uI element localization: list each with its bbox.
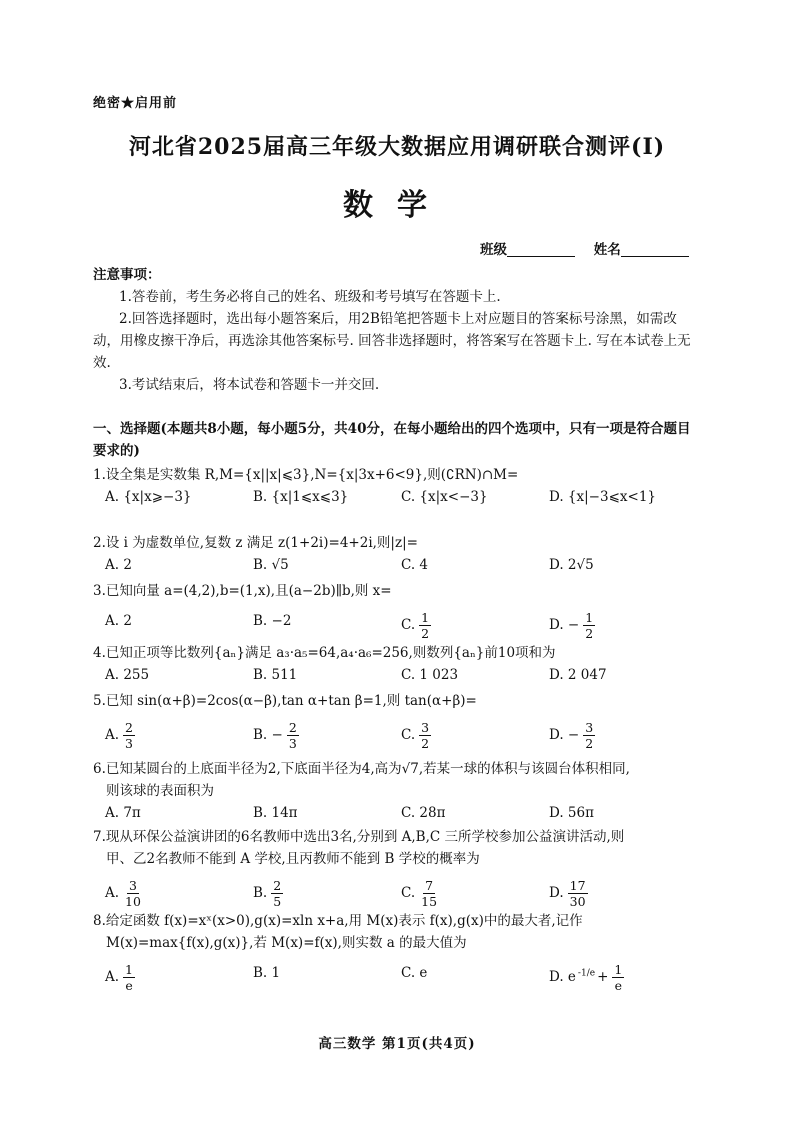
option-a[interactable] — [105, 962, 137, 993]
plus-sign: + — [597, 969, 609, 985]
question-stem: 8.给定函数 f(x)=xˣ(x>0),g(x)=xln x+a,用 M(x)表示 f(x),g(x)中的最大者,记作 — [93, 913, 583, 929]
page-footer: 高三数学 第1页(共4页) — [318, 1036, 476, 1052]
option-row — [93, 958, 703, 998]
option-c[interactable] — [401, 720, 433, 751]
option-d[interactable] — [549, 610, 597, 641]
fraction-numerator: 1 — [125, 962, 133, 977]
option-text: D. e — [549, 969, 576, 985]
exponent: -1/e — [577, 968, 596, 979]
fraction-numerator: 2 — [125, 720, 133, 735]
question-3 — [93, 580, 703, 646]
option-text: B. {x|1⩽x⩽3} — [253, 489, 349, 505]
note-item: 2.回答选择题时，选出每小题答案后，用2B铅笔把答题卡上对应题目的答案标号涂黑，如需改动，用橡皮擦干净后，再选涂其他答案标号. 回答非选择题时，将答案写在答题卡上. 写在本试卷上无效. — [93, 311, 691, 371]
option-text: A. 2 — [105, 557, 132, 573]
option-a[interactable] — [105, 610, 134, 632]
fraction — [123, 962, 135, 993]
class-label: 班级 — [480, 242, 507, 258]
fraction — [123, 720, 135, 751]
option-text: C. {x|x<−3} — [401, 489, 488, 505]
option-d[interactable] — [549, 486, 658, 508]
option-a[interactable] — [105, 664, 151, 686]
question-6 — [93, 758, 703, 824]
fraction — [419, 610, 431, 641]
notes-block — [93, 264, 699, 396]
fraction-numerator: 3 — [129, 878, 137, 893]
option-text: A. 7π — [105, 805, 141, 821]
option-text: C. — [401, 885, 416, 901]
note-item: 1.答卷前，考生务必将自己的姓名、班级和考号填写在答题卡上. — [119, 289, 501, 305]
fraction-denominator: 3 — [125, 736, 133, 751]
option-row — [93, 486, 703, 508]
fraction-numerator: 3 — [421, 720, 430, 735]
question-stem: 则该球的表面积为 — [106, 783, 214, 799]
fraction-denominator: 2 — [585, 626, 594, 641]
fraction-denominator: e — [614, 978, 623, 993]
fraction-numerator: 1 — [421, 610, 430, 625]
question-stem: 甲、乙2名教师不能到 A 学校,且丙教师不能到 B 学校的概率为 — [106, 851, 480, 867]
option-b[interactable] — [253, 720, 301, 751]
option-c[interactable] — [401, 486, 490, 508]
option-text: B. √5 — [253, 557, 289, 573]
option-b[interactable] — [253, 554, 291, 576]
option-text: D. — [549, 885, 564, 901]
option-c[interactable] — [401, 962, 429, 984]
option-a[interactable] — [105, 554, 134, 576]
fraction-numerator: 2 — [273, 878, 282, 893]
option-row — [93, 664, 703, 686]
option-b[interactable] — [253, 962, 282, 984]
option-text: A. — [105, 969, 120, 985]
option-text: B. −2 — [253, 613, 292, 629]
fraction-numerator: 1 — [614, 962, 623, 977]
fraction-denominator: 3 — [288, 736, 297, 751]
option-text: B. − — [253, 727, 283, 743]
option-text: C. 1 023 — [401, 667, 459, 683]
fraction-denominator: e — [125, 978, 133, 993]
option-text: D. − — [549, 727, 580, 743]
option-text: A. {x|x⩾−3} — [105, 489, 192, 505]
option-a[interactable] — [105, 720, 137, 751]
option-d[interactable] — [549, 664, 609, 686]
option-b[interactable] — [253, 610, 293, 632]
fraction — [123, 878, 143, 909]
confidential-label: 绝密★启用前 — [93, 96, 178, 111]
question-stem: M(x)=max{f(x),g(x)},若 M(x)=f(x),则实数 a 的最大值为 — [106, 935, 467, 951]
fraction-numerator: 2 — [288, 720, 297, 735]
option-text: A. 255 — [105, 667, 150, 683]
question-stem: 7.现从环保公益演讲团的6名教师中选出3名,分别到 A,B,C 三所学校参加公益演讲活动,则 — [93, 829, 625, 845]
question-5 — [93, 690, 703, 756]
fraction-denominator: 5 — [273, 894, 282, 909]
subject-title: 数学 — [343, 188, 451, 223]
option-row — [93, 802, 703, 824]
question-4 — [93, 642, 703, 686]
fraction — [583, 610, 595, 641]
fraction — [271, 878, 283, 909]
option-row — [93, 554, 703, 576]
fraction-denominator: 10 — [125, 894, 141, 909]
question-stem: 4.已知正项等比数列{aₙ}满足 a₃·a₅=64,a₄·a₆=256,则数列{aₙ}前10项和为 — [93, 645, 556, 661]
question-2 — [93, 532, 703, 576]
option-d[interactable] — [549, 554, 596, 576]
class-blank — [507, 242, 575, 257]
question-stem: 2.设 i 为虚数单位,复数 z 满足 z(1+2i)=4+2i,则|z|= — [93, 535, 418, 551]
option-d[interactable] — [549, 878, 590, 909]
fraction-numerator: 3 — [585, 720, 594, 735]
option-a[interactable] — [105, 802, 143, 824]
notes-heading: 注意事项： — [93, 267, 161, 283]
question-stem: 5.已知 sin(α+β)=2cos(α−β),tan α+tan β=1,则 tan(α+β)= — [93, 693, 477, 709]
option-text: B. — [253, 885, 268, 901]
note-item: 3.考试结束后，将本试卷和答题卡一并交回. — [119, 377, 380, 393]
fraction — [419, 720, 431, 751]
option-text: A. — [105, 885, 120, 901]
option-row — [93, 874, 703, 914]
option-c[interactable] — [401, 610, 433, 641]
option-c[interactable] — [401, 554, 430, 576]
question-stem: 1.设全集是实数集 R,M={x||x|⩽3},N={x|3x+6<9},则(∁RN)∩M= — [93, 467, 519, 483]
question-8 — [93, 910, 703, 998]
option-text: D. 2 047 — [549, 667, 607, 683]
option-text: D. 56π — [549, 805, 594, 821]
question-7 — [93, 826, 703, 914]
fraction — [583, 720, 595, 751]
option-text: C. 28π — [401, 805, 446, 821]
option-row — [93, 606, 703, 646]
option-text: D. − — [549, 617, 580, 633]
option-row — [93, 716, 703, 756]
option-c[interactable] — [401, 802, 447, 824]
option-text: B. 14π — [253, 805, 298, 821]
fraction — [419, 878, 439, 909]
option-b[interactable] — [253, 802, 300, 824]
option-a[interactable] — [105, 486, 194, 508]
option-d[interactable] — [549, 962, 626, 993]
option-text: A. — [105, 727, 120, 743]
option-d[interactable] — [549, 802, 596, 824]
option-text: A. 2 — [105, 613, 132, 629]
option-c[interactable] — [401, 878, 441, 909]
section-heading: 一、选择题(本题共8小题，每小题5分，共40分，在每小题给出的四个选项中，只有一项是符合题目要求的) — [93, 421, 691, 459]
option-a[interactable] — [105, 878, 145, 909]
option-text: C. — [401, 617, 416, 633]
fraction — [287, 720, 299, 751]
option-b[interactable] — [253, 664, 299, 686]
question-stem: 3.已知向量 a=(4,2),b=(1,x),且(a−2b)∥b,则 x= — [93, 583, 392, 599]
exam-title: 河北省2025届高三年级大数据应用调研联合测评(Ⅰ) — [128, 134, 666, 160]
option-text: B. 1 — [253, 965, 281, 981]
fraction-denominator: 2 — [421, 626, 430, 641]
option-b[interactable] — [253, 486, 350, 508]
option-text: C. — [401, 727, 416, 743]
student-fields — [480, 238, 689, 258]
option-text: C. 4 — [401, 557, 429, 573]
option-c[interactable] — [401, 664, 460, 686]
fraction — [568, 878, 588, 909]
fraction-numerator: 7 — [425, 878, 434, 893]
name-blank — [621, 242, 689, 257]
option-text: D. 2√5 — [549, 557, 594, 573]
fraction-denominator: 15 — [421, 894, 438, 909]
fraction-numerator: 1 — [585, 610, 594, 625]
option-d[interactable] — [549, 720, 597, 751]
name-label: 姓名 — [593, 242, 621, 258]
fraction — [612, 962, 624, 993]
fraction-denominator: 30 — [569, 894, 586, 909]
option-text: C. e — [401, 965, 428, 981]
option-b[interactable] — [253, 878, 285, 909]
option-text: B. 511 — [253, 667, 298, 683]
fraction-denominator: 2 — [421, 736, 430, 751]
question-stem: 6.已知某圆台的上底面半径为2,下底面半径为4,高为√7,若某一球的体积与该圆台体积相同, — [93, 761, 630, 777]
question-1 — [93, 464, 703, 508]
fraction-denominator: 2 — [585, 736, 594, 751]
fraction-numerator: 17 — [569, 878, 586, 893]
option-text: D. {x|−3⩽x<1} — [549, 489, 656, 505]
